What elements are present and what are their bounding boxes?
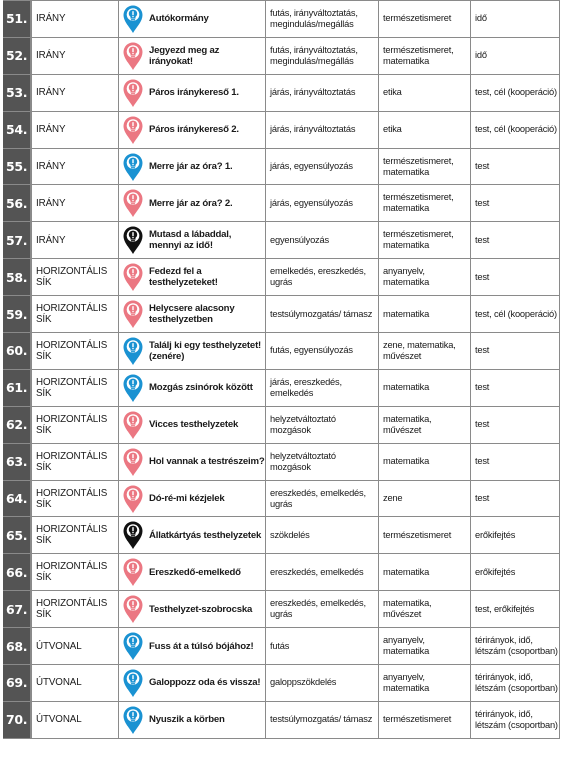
category-cell: HORIZONTÁLIS SÍK bbox=[31, 591, 119, 627]
lightbulb-pin-icon bbox=[122, 151, 144, 183]
row-number: 57. bbox=[3, 222, 31, 258]
subject-cell: természetismeret bbox=[379, 1, 471, 37]
activity-title: Találj ki egy testhelyzetet! (zenére) bbox=[149, 339, 262, 362]
activity-title: Mozgás zsinórok között bbox=[149, 382, 253, 394]
table-row bbox=[3, 333, 560, 370]
subject-cell: matematika, művészet bbox=[379, 407, 471, 443]
table-row bbox=[3, 112, 560, 149]
activity-table bbox=[3, 0, 560, 739]
activity-title: Ereszkedő-emelkedő bbox=[149, 566, 241, 578]
subject-cell: matematika bbox=[379, 554, 471, 590]
category-cell: HORIZONTÁLIS SÍK bbox=[31, 370, 119, 406]
row-number: 56. bbox=[3, 185, 31, 221]
category-cell: HORIZONTÁLIS SÍK bbox=[31, 481, 119, 517]
row-number: 66. bbox=[3, 554, 31, 590]
row-number: 63. bbox=[3, 444, 31, 480]
subject-cell: matematika bbox=[379, 296, 471, 332]
title-cell bbox=[119, 75, 266, 111]
goal-cell: test bbox=[471, 333, 560, 369]
lightbulb-pin-icon bbox=[122, 77, 144, 109]
row-number: 62. bbox=[3, 407, 31, 443]
title-cell bbox=[119, 444, 266, 480]
subject-cell: etika bbox=[379, 112, 471, 148]
row-number: 59. bbox=[3, 296, 31, 332]
activity-title: Dó-ré-mi kézjelek bbox=[149, 493, 225, 505]
activity-title: Fedezd fel a testhelyzeteket! bbox=[149, 266, 218, 289]
activity-title: Fuss át a túlsó bójához! bbox=[149, 640, 254, 652]
row-number: 68. bbox=[3, 628, 31, 664]
title-cell bbox=[119, 296, 266, 332]
goal-cell: test bbox=[471, 407, 560, 443]
activity-title: Állatkártyás testhelyzetek bbox=[149, 529, 262, 541]
movement-cell: szökdelés bbox=[266, 517, 379, 553]
title-cell bbox=[119, 702, 266, 738]
goal-cell: erőkifejtés bbox=[471, 517, 560, 553]
movement-cell: testsúlymozgatás/ támasz bbox=[266, 702, 379, 738]
movement-cell: helyzetváltoztató mozgások bbox=[266, 407, 379, 443]
movement-cell: futás, irányváltoztatás, megindulás/megállás bbox=[266, 38, 379, 74]
title-cell bbox=[119, 665, 266, 701]
category-cell: IRÁNY bbox=[31, 1, 119, 37]
category-cell: HORIZONTÁLIS SÍK bbox=[31, 407, 119, 443]
row-number: 51. bbox=[3, 1, 31, 37]
lightbulb-pin-icon bbox=[122, 483, 144, 515]
subject-cell: zene bbox=[379, 481, 471, 517]
table-row bbox=[3, 149, 560, 186]
lightbulb-pin-icon bbox=[122, 114, 144, 146]
title-cell bbox=[119, 149, 266, 185]
category-cell: ÚTVONAL bbox=[31, 628, 119, 664]
movement-cell: testsúlymozgatás/ támasz bbox=[266, 296, 379, 332]
row-number: 61. bbox=[3, 370, 31, 406]
table-row bbox=[3, 259, 560, 296]
title-cell bbox=[119, 112, 266, 148]
subject-cell: anyanyelv, matematika bbox=[379, 628, 471, 664]
title-cell bbox=[119, 628, 266, 664]
goal-cell: térirányok, idő, létszám (csoportban) bbox=[471, 628, 560, 664]
table-row bbox=[3, 370, 560, 407]
goal-cell: test bbox=[471, 481, 560, 517]
row-number: 55. bbox=[3, 149, 31, 185]
lightbulb-pin-icon bbox=[122, 187, 144, 219]
lightbulb-pin-icon bbox=[122, 3, 144, 35]
activity-title: Páros iránykereső 1. bbox=[149, 87, 239, 99]
subject-cell: etika bbox=[379, 75, 471, 111]
category-cell: HORIZONTÁLIS SÍK bbox=[31, 296, 119, 332]
activity-title: Galoppozz oda és vissza! bbox=[149, 677, 261, 689]
title-cell bbox=[119, 407, 266, 443]
lightbulb-pin-icon bbox=[122, 667, 144, 699]
table-row bbox=[3, 517, 560, 554]
row-number: 52. bbox=[3, 38, 31, 74]
goal-cell: test, cél (kooperáció) bbox=[471, 75, 560, 111]
activity-title: Vicces testhelyzetek bbox=[149, 419, 239, 431]
activity-title: Mutasd a lábaddal, mennyi az idő! bbox=[149, 229, 232, 252]
category-cell: ÚTVONAL bbox=[31, 665, 119, 701]
subject-cell: természetismeret, matematika bbox=[379, 222, 471, 258]
row-number: 70. bbox=[3, 702, 31, 738]
row-number: 64. bbox=[3, 481, 31, 517]
title-cell bbox=[119, 591, 266, 627]
title-cell bbox=[119, 222, 266, 258]
lightbulb-pin-icon bbox=[122, 372, 144, 404]
activity-title: Hol vannak a testrészeim? bbox=[149, 456, 265, 468]
title-cell bbox=[119, 370, 266, 406]
category-cell: HORIZONTÁLIS SÍK bbox=[31, 259, 119, 295]
table-row bbox=[3, 665, 560, 702]
category-cell: HORIZONTÁLIS SÍK bbox=[31, 333, 119, 369]
subject-cell: anyanyelv, matematika bbox=[379, 665, 471, 701]
goal-cell: térirányok, idő, létszám (csoportban) bbox=[471, 702, 560, 738]
table-row bbox=[3, 1, 560, 38]
goal-cell: test bbox=[471, 370, 560, 406]
table-row bbox=[3, 222, 560, 259]
movement-cell: egyensúlyozás bbox=[266, 222, 379, 258]
subject-cell: zene, matematika, művészet bbox=[379, 333, 471, 369]
table-row bbox=[3, 38, 560, 75]
activity-title: Páros iránykereső 2. bbox=[149, 124, 239, 136]
row-number: 58. bbox=[3, 259, 31, 295]
category-cell: IRÁNY bbox=[31, 38, 119, 74]
title-cell bbox=[119, 259, 266, 295]
subject-cell: természetismeret, matematika bbox=[379, 38, 471, 74]
title-cell bbox=[119, 38, 266, 74]
table-row bbox=[3, 591, 560, 628]
movement-cell: ereszkedés, emelkedés, ugrás bbox=[266, 591, 379, 627]
subject-cell: természetismeret, matematika bbox=[379, 185, 471, 221]
title-cell bbox=[119, 333, 266, 369]
movement-cell: ereszkedés, emelkedés, ugrás bbox=[266, 481, 379, 517]
movement-cell: járás, irányváltoztatás bbox=[266, 75, 379, 111]
lightbulb-pin-icon bbox=[122, 224, 144, 256]
lightbulb-pin-icon bbox=[122, 298, 144, 330]
title-cell bbox=[119, 1, 266, 37]
category-cell: HORIZONTÁLIS SÍK bbox=[31, 517, 119, 553]
table-row bbox=[3, 554, 560, 591]
goal-cell: idő bbox=[471, 38, 560, 74]
subject-cell: természetismeret bbox=[379, 702, 471, 738]
goal-cell: test bbox=[471, 185, 560, 221]
table-row bbox=[3, 296, 560, 333]
movement-cell: futás bbox=[266, 628, 379, 664]
lightbulb-pin-icon bbox=[122, 593, 144, 625]
goal-cell: test, erőkifejtés bbox=[471, 591, 560, 627]
activity-title: Jegyezd meg az irányokat! bbox=[149, 44, 220, 67]
activity-title: Autókormány bbox=[149, 13, 209, 25]
goal-cell: idő bbox=[471, 1, 560, 37]
subject-cell: matematika, művészet bbox=[379, 591, 471, 627]
category-cell: IRÁNY bbox=[31, 222, 119, 258]
activity-title: Testhelyzet-szobrocska bbox=[149, 603, 253, 615]
goal-cell: test bbox=[471, 149, 560, 185]
goal-cell: test bbox=[471, 222, 560, 258]
lightbulb-pin-icon bbox=[122, 630, 144, 662]
movement-cell: járás, ereszkedés, emelkedés bbox=[266, 370, 379, 406]
subject-cell: matematika bbox=[379, 444, 471, 480]
category-cell: IRÁNY bbox=[31, 75, 119, 111]
row-number: 54. bbox=[3, 112, 31, 148]
movement-cell: futás, egyensúlyozás bbox=[266, 333, 379, 369]
row-number: 53. bbox=[3, 75, 31, 111]
category-cell: HORIZONTÁLIS SÍK bbox=[31, 554, 119, 590]
row-number: 67. bbox=[3, 591, 31, 627]
category-cell: IRÁNY bbox=[31, 149, 119, 185]
lightbulb-pin-icon bbox=[122, 556, 144, 588]
table-row bbox=[3, 185, 560, 222]
movement-cell: galoppszökdelés bbox=[266, 665, 379, 701]
activity-title: Merre jár az óra? 2. bbox=[149, 197, 233, 209]
lightbulb-pin-icon bbox=[122, 409, 144, 441]
row-number: 69. bbox=[3, 665, 31, 701]
table-row bbox=[3, 75, 560, 112]
table-row bbox=[3, 444, 560, 481]
title-cell bbox=[119, 517, 266, 553]
lightbulb-pin-icon bbox=[122, 40, 144, 72]
movement-cell: ereszkedés, emelkedés bbox=[266, 554, 379, 590]
movement-cell: járás, egyensúlyozás bbox=[266, 149, 379, 185]
lightbulb-pin-icon bbox=[122, 519, 144, 551]
category-cell: HORIZONTÁLIS SÍK bbox=[31, 444, 119, 480]
goal-cell: test bbox=[471, 444, 560, 480]
activity-title: Helycsere alacsony testhelyzetben bbox=[149, 303, 235, 326]
goal-cell: test, cél (kooperáció) bbox=[471, 112, 560, 148]
table-row bbox=[3, 628, 560, 665]
goal-cell: test bbox=[471, 259, 560, 295]
lightbulb-pin-icon bbox=[122, 704, 144, 736]
subject-cell: matematika bbox=[379, 370, 471, 406]
title-cell bbox=[119, 481, 266, 517]
activity-title: Nyuszik a körben bbox=[149, 714, 225, 726]
subject-cell: természetismeret bbox=[379, 517, 471, 553]
table-row bbox=[3, 481, 560, 518]
subject-cell: természetismeret, matematika bbox=[379, 149, 471, 185]
row-number: 60. bbox=[3, 333, 31, 369]
movement-cell: járás, irányváltoztatás bbox=[266, 112, 379, 148]
movement-cell: helyzetváltoztató mozgások bbox=[266, 444, 379, 480]
goal-cell: test, cél (kooperáció) bbox=[471, 296, 560, 332]
lightbulb-pin-icon bbox=[122, 446, 144, 478]
title-cell bbox=[119, 185, 266, 221]
lightbulb-pin-icon bbox=[122, 261, 144, 293]
category-cell: IRÁNY bbox=[31, 112, 119, 148]
movement-cell: járás, egyensúlyozás bbox=[266, 185, 379, 221]
movement-cell: futás, irányváltoztatás, megindulás/megállás bbox=[266, 1, 379, 37]
category-cell: IRÁNY bbox=[31, 185, 119, 221]
subject-cell: anyanyelv, matematika bbox=[379, 259, 471, 295]
goal-cell: erőkifejtés bbox=[471, 554, 560, 590]
category-cell: ÚTVONAL bbox=[31, 702, 119, 738]
movement-cell: emelkedés, ereszkedés, ugrás bbox=[266, 259, 379, 295]
lightbulb-pin-icon bbox=[122, 335, 144, 367]
table-row bbox=[3, 702, 560, 739]
activity-title: Merre jár az óra? 1. bbox=[149, 161, 233, 172]
goal-cell: térirányok, idő, létszám (csoportban) bbox=[471, 665, 560, 701]
row-number: 65. bbox=[3, 517, 31, 553]
table-row bbox=[3, 407, 560, 444]
title-cell bbox=[119, 554, 266, 590]
